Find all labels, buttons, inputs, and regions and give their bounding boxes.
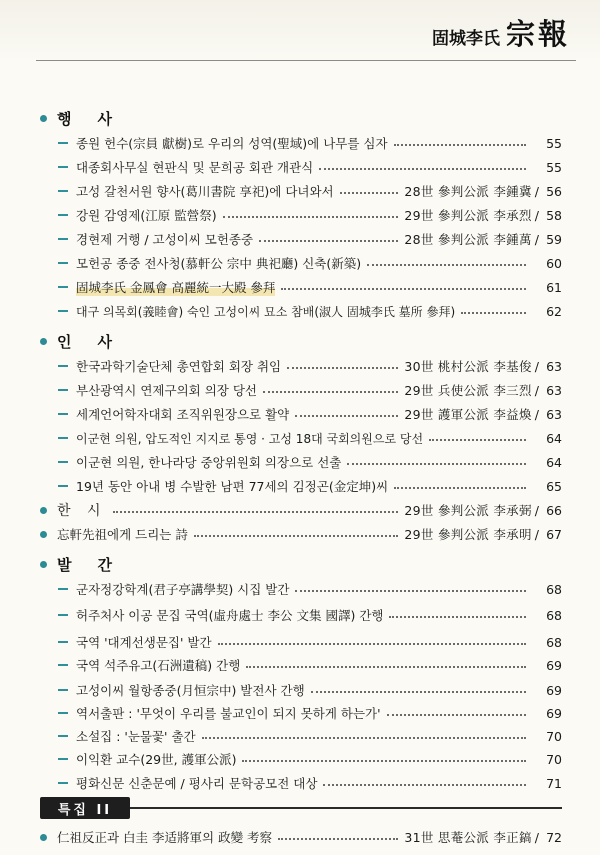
- entry-title: 고성 갈천서원 향사(葛川書院 享祀)에 다녀와서: [76, 184, 334, 199]
- dot-leader: [263, 391, 398, 393]
- toc-entry[interactable]: [58, 252, 562, 274]
- dash-icon: [58, 310, 68, 312]
- publication-brand: [432, 12, 570, 53]
- entry-author: 30世 桃村公派 李基俊: [404, 359, 532, 374]
- section-bullet-icon: [40, 115, 47, 122]
- dot-leader: [461, 312, 526, 314]
- dot-leader: [259, 240, 398, 242]
- separator-slash: /: [534, 358, 539, 374]
- entry-title: 忘軒先祖에게 드리는 詩: [57, 527, 188, 542]
- special-feature-label: 특집 II: [57, 802, 113, 818]
- entry-page: 55: [546, 135, 562, 151]
- separator-slash: /: [534, 382, 539, 398]
- special-feature-label-box: [40, 797, 130, 819]
- dot-leader: [281, 288, 526, 290]
- separator-slash: /: [534, 502, 539, 518]
- entry-title: 대구 의목회(義睦會) 숙인 고성이씨 묘소 참배(淑人 固城李氏 墓所 參拜): [76, 304, 456, 319]
- dash-icon: [58, 286, 68, 288]
- entry-title: 세계언어학자대회 조직위원장으로 활약: [76, 407, 290, 422]
- toc-entry-poetry[interactable]: [40, 499, 562, 521]
- dash-icon: [58, 641, 68, 643]
- toc-entry[interactable]: [58, 156, 562, 178]
- entry-title: 한국과학기술단체 총연합회 회장 취임: [76, 359, 282, 374]
- section-bullet-icon: [40, 531, 47, 538]
- section-title: 행사: [57, 110, 138, 128]
- entry-title: 강원 감영제(江原 監營祭): [76, 208, 217, 223]
- entry-author: 29世 護軍公派 李益煥: [404, 407, 532, 422]
- toc-entry[interactable]: [58, 772, 562, 794]
- entry-page: 63: [546, 382, 562, 398]
- separator-slash: /: [534, 406, 539, 422]
- toc-entry[interactable]: [58, 132, 562, 154]
- dash-icon: [58, 735, 68, 737]
- entry-title: 허주처사 이공 문집 국역(虛舟處士 李公 文集 國譯) 간행: [76, 608, 384, 623]
- toc-entry[interactable]: [58, 578, 562, 600]
- dot-leader: [319, 168, 526, 170]
- toc-entry-special[interactable]: [40, 826, 562, 848]
- toc-entry[interactable]: [58, 604, 562, 626]
- dash-icon: [58, 782, 68, 784]
- dash-icon: [58, 166, 68, 168]
- dash-icon: [58, 689, 68, 691]
- section-title: 발간: [57, 556, 138, 574]
- toc-entry[interactable]: [58, 748, 562, 770]
- dot-leader: [218, 643, 526, 645]
- dot-leader: [295, 590, 526, 592]
- section-heading-events: [40, 108, 138, 129]
- separator-slash: /: [534, 183, 539, 199]
- entry-page: 67: [546, 526, 562, 542]
- dash-icon: [58, 614, 68, 616]
- toc-entry[interactable]: [58, 379, 562, 401]
- dash-icon: [58, 437, 68, 439]
- entry-title: 역서출판 : '무엇이 우리를 불교인이 되지 못하게 하는가': [76, 706, 381, 721]
- entry-title: 군자정강학계(君子亭講學契) 시집 발간: [76, 582, 290, 597]
- separator-slash: /: [534, 526, 539, 542]
- separator-slash: /: [534, 207, 539, 223]
- dash-icon: [58, 365, 68, 367]
- dot-leader: [295, 415, 398, 417]
- entry-author: 28世 參判公派 李鍾萬: [404, 232, 532, 247]
- section-title: 인사: [57, 333, 138, 351]
- dot-leader: [323, 784, 526, 786]
- section-bullet-icon: [40, 338, 47, 345]
- entry-title: 소설집 : '눈물꽃' 출간: [76, 729, 196, 744]
- entry-title: 이군현 의원, 한나라당 중앙위원회 의장으로 선출: [76, 455, 342, 470]
- entry-title: 모헌공 종중 전사청(慕軒公 宗中 典祀廳) 신축(新築): [76, 256, 362, 271]
- toc-entry[interactable]: [58, 631, 562, 653]
- entry-title: 고성이씨 월항종중(月恒宗中) 발전사 간행: [76, 683, 305, 698]
- entry-title: 이군현 의원, 압도적인 지지로 통영 · 고성 18대 국회의원으로 당선: [76, 431, 424, 446]
- toc-entry[interactable]: [58, 702, 562, 724]
- entry-page: 61: [546, 279, 562, 295]
- dash-icon: [58, 758, 68, 760]
- toc-entry[interactable]: [58, 300, 562, 322]
- entry-page: 71: [546, 775, 562, 791]
- dash-icon: [58, 664, 68, 666]
- toc-entry[interactable]: [58, 427, 562, 449]
- brand-subtitle: 固城李氏: [431, 29, 500, 49]
- dot-leader: [287, 367, 398, 369]
- entry-page: 69: [546, 705, 562, 721]
- section-heading-personnel: [40, 331, 138, 352]
- entry-page: 63: [546, 358, 562, 374]
- entry-page: 56: [546, 183, 562, 199]
- entry-page: 63: [546, 406, 562, 422]
- dash-icon: [58, 588, 68, 590]
- dash-icon: [58, 190, 68, 192]
- dot-leader: [311, 691, 526, 693]
- entry-title: 仁祖反正과 白圭 李适將軍의 政變 考察: [57, 830, 273, 845]
- toc-entry[interactable]: [58, 654, 562, 676]
- entry-title: 평화신문 신춘문예 / 평사리 문학공모전 대상: [76, 776, 318, 791]
- separator-slash: /: [534, 829, 539, 845]
- entry-author: 28世 參判公派 李鍾冀: [404, 184, 532, 199]
- dash-icon: [58, 389, 68, 391]
- entry-page: 64: [546, 454, 562, 470]
- entry-title: 국역 '대계선생문집' 발간: [76, 635, 212, 650]
- toc-entry-poem[interactable]: [40, 523, 562, 545]
- entry-page: 72: [546, 829, 562, 845]
- entry-page: 62: [546, 303, 562, 319]
- entry-page: 70: [546, 751, 562, 767]
- header-divider: [36, 60, 576, 61]
- entry-title: 대종회사무실 현판식 및 문희공 회관 개관식: [76, 160, 314, 175]
- entry-page: 70: [546, 728, 562, 744]
- entry-title: 부산광역시 연제구의회 의장 당선: [76, 383, 257, 398]
- dot-leader: [347, 463, 526, 465]
- entry-title: 이익환 교수(29世, 護軍公派): [76, 752, 237, 767]
- section-bullet-icon: [40, 834, 47, 841]
- entry-title: 경현제 거행 / 고성이씨 모헌종중: [76, 232, 254, 247]
- dash-icon: [58, 214, 68, 216]
- dot-leader: [394, 487, 526, 489]
- entry-author: 29世 參判公派 李承弼: [404, 503, 532, 518]
- toc-entry[interactable]: [58, 180, 562, 202]
- dot-leader: [278, 838, 398, 840]
- dot-leader: [113, 511, 399, 513]
- dash-icon: [58, 712, 68, 714]
- section-heading-publication: [40, 554, 138, 575]
- dash-icon: [58, 238, 68, 240]
- brand-title: 宗報: [505, 17, 570, 51]
- toc-entry[interactable]: [58, 679, 562, 701]
- separator-slash: /: [534, 231, 539, 247]
- toc-entry[interactable]: [58, 725, 562, 747]
- entry-page: 65: [546, 478, 562, 494]
- entry-page: 68: [546, 607, 562, 623]
- section-bullet-icon: [40, 507, 47, 514]
- dot-leader: [340, 192, 399, 194]
- toc-entry[interactable]: [58, 355, 562, 377]
- entry-page: 64: [546, 430, 562, 446]
- toc-entry[interactable]: [58, 451, 562, 473]
- dot-leader: [202, 737, 526, 739]
- entry-page: 69: [546, 657, 562, 673]
- entry-title: 19년 동안 아내 병 수발한 남편 77세의 김정곤(金定坤)씨: [76, 479, 389, 494]
- entry-page: 66: [546, 502, 562, 518]
- toc-entry[interactable]: [58, 204, 562, 226]
- entry-title: 종원 헌수(宗員 獻樹)로 우리의 성역(聖域)에 나무를 심자: [76, 136, 388, 151]
- dot-leader: [246, 666, 526, 668]
- toc-entry[interactable]: [58, 475, 562, 497]
- dash-icon: [58, 142, 68, 144]
- dot-leader: [394, 144, 526, 146]
- dot-leader: [223, 216, 399, 218]
- toc-entry[interactable]: [58, 403, 562, 425]
- dash-icon: [58, 485, 68, 487]
- entry-page: 60: [546, 255, 562, 271]
- entry-page: 68: [546, 634, 562, 650]
- entry-title: 固城李氏 金鳳會 高麗統一大殿 參拜: [76, 280, 276, 295]
- dot-leader: [242, 760, 526, 762]
- entry-page: 58: [546, 207, 562, 223]
- dash-icon: [58, 413, 68, 415]
- dot-leader: [387, 714, 526, 716]
- dot-leader: [194, 535, 399, 537]
- entry-author: 31世 思菴公派 李正鎬: [404, 830, 532, 845]
- entry-page: 55: [546, 159, 562, 175]
- entry-title: 국역 석주유고(石洲遺稿) 간행: [76, 658, 241, 673]
- dot-leader: [429, 439, 526, 441]
- entry-author: 29世 兵使公派 李三烈: [404, 383, 532, 398]
- section-bullet-icon: [40, 561, 47, 568]
- special-feature-divider: [130, 807, 562, 809]
- entry-page: 68: [546, 581, 562, 597]
- dot-leader: [389, 616, 526, 618]
- entry-author: 29世 參判公派 李承明: [404, 527, 532, 542]
- dash-icon: [58, 461, 68, 463]
- toc-entry[interactable]: [58, 276, 562, 298]
- entry-page: 59: [546, 231, 562, 247]
- dot-leader: [367, 264, 526, 266]
- toc-entry[interactable]: [58, 228, 562, 250]
- entry-page: 69: [546, 682, 562, 698]
- entry-title: 한 시: [57, 503, 107, 519]
- dash-icon: [58, 262, 68, 264]
- entry-author: 29世 參判公派 李承烈: [404, 208, 532, 223]
